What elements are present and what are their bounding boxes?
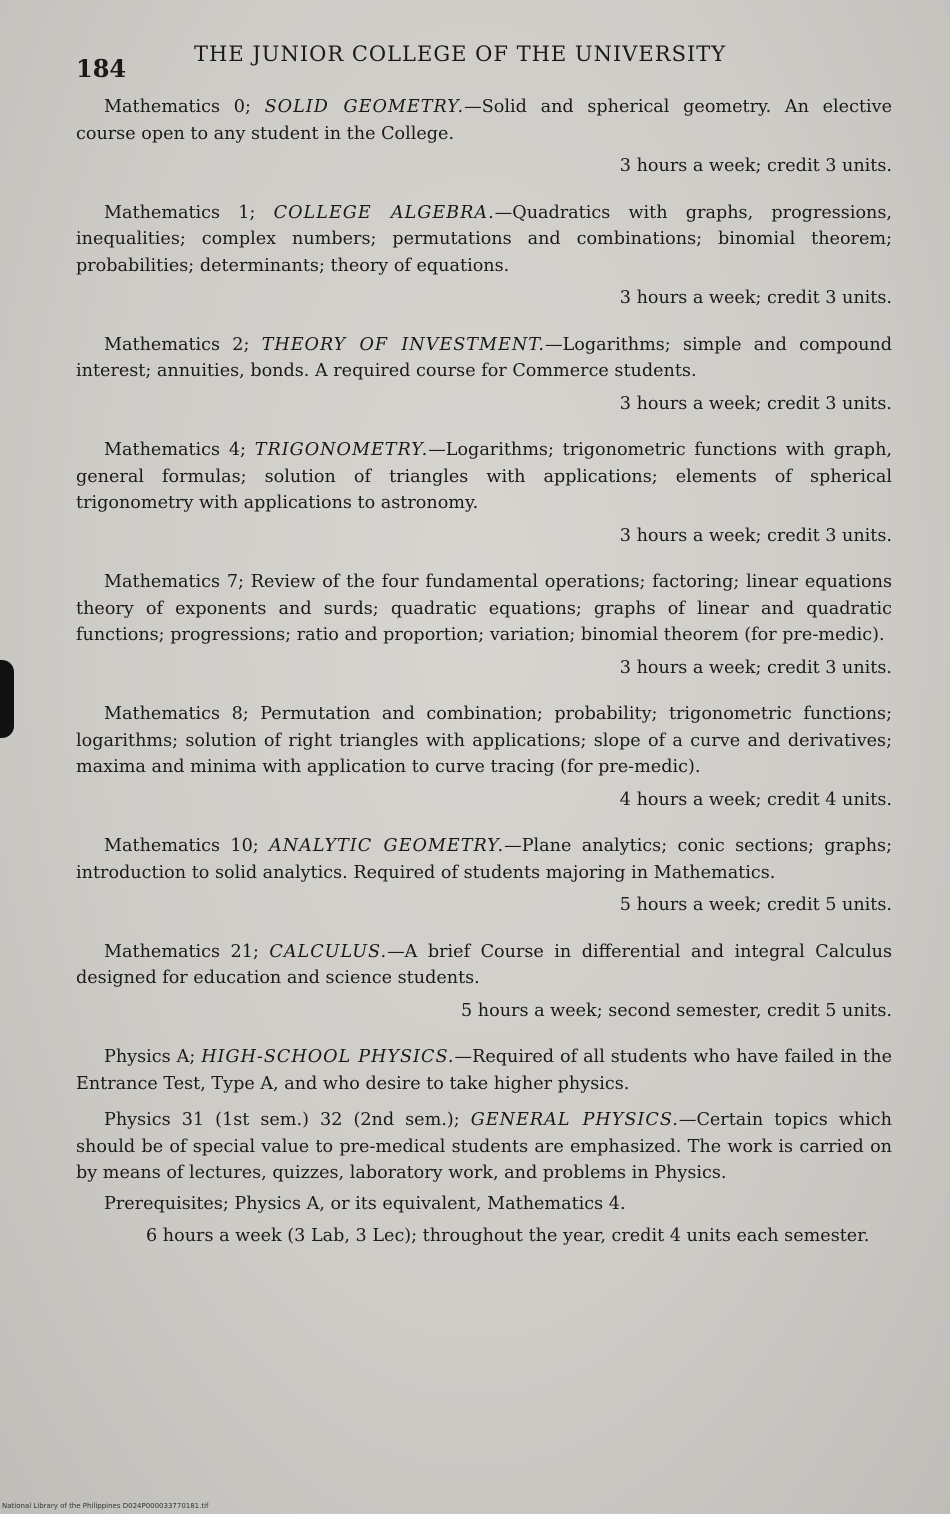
course-description [76,569,892,649]
course-prerequisites: Prerequisites; Physics A, or its equivalent, Mathematics 4. [104,1193,626,1214]
course-hours: 3 hours a week; credit 3 units. [619,393,892,414]
course-text: —Logarithms; simple and compound interest; annuities, bonds. A required course for Commerce students. [76,334,893,381]
course-entry-math-21 [76,939,892,1025]
course-title: GENERAL PHYSICS. [470,1110,679,1130]
course-title: COLLEGE ALGEBRA. [273,202,495,223]
course-hours: 3 hours a week; credit 3 units. [619,156,892,176]
course-description [76,200,892,280]
course-text: —Logarithms; trigonometric functions with graph, general formulas; solution of triangles with applications; elements of spherical trigonometry with applications to astronomy. [76,440,892,513]
course-code: Mathematics 2; [104,334,250,355]
course-hours: 3 hours a week; credit 3 units. [619,288,892,308]
course-entry-math-2 [76,332,892,418]
course-code: Physics A; [104,1047,196,1067]
course-description [76,833,892,886]
course-description [76,701,892,781]
archive-stamp: National Library of the Philippines D024P000033770181.tif [2,1502,209,1510]
course-description [76,332,892,385]
course-entry-math-8 [76,701,892,813]
course-title: HIGH-SCHOOL PHYSICS. [201,1047,455,1067]
course-hours: 3 hours a week; credit 3 units. [619,525,892,546]
course-text: —A brief Course in differential and integral Calculus designed for education and science students. [76,941,892,988]
course-hours: 3 hours a week; credit 3 units. [619,657,892,678]
course-entry-math-4 [76,437,892,549]
course-text: Review of the four fundamental operations; factoring; linear equations theory of exponents and surds; quadratic equations; graphs of linear and quadratic functions; progressions; ratio and proportion; variation; binomial theorem (for pre-medic). [76,572,892,645]
course-code: Mathematics 10; [104,836,259,856]
page-header [76,42,906,83]
course-code: Mathematics 8; [104,704,249,724]
course-title: TRIGONOMETRY. [254,440,429,460]
course-hours: 6 hours a week (3 Lab, 3 Lec); throughout the year, credit 4 units each semester. [146,1226,870,1246]
binding-shadow [0,660,14,738]
course-hours: 4 hours a week; credit 4 units. [619,789,892,810]
course-title: SOLID GEOMETRY. [264,97,465,117]
course-text: —Certain topics which should be of special value to pre-medical students are emphasized. The work is carried on by means of lectures, quizzes, laboratory work, and problems in Physics. [76,1110,892,1183]
course-code: Mathematics 1; [104,202,256,223]
course-text: —Solid and spherical geometry. An elective course open to any student in the College. [76,97,892,144]
course-hours: 5 hours a week; second semester, credit 5 units. [461,1000,892,1021]
course-description [76,1107,892,1187]
course-code: Mathematics 4; [104,440,246,460]
course-text: Permutation and combination; probability; trigonometric functions; logarithms; solution of right triangles with applications; slope of a curve and derivatives; maxima and minima with application to curve tracing (for pre-medic). [76,704,893,777]
course-entry-math-10 [76,833,892,919]
course-description [76,94,892,147]
course-code: Mathematics 21; [104,941,259,962]
course-code: Mathematics 7; [104,572,244,592]
course-hours: 5 hours a week; credit 5 units. [619,895,892,915]
course-title: CALCULUS. [269,941,388,962]
course-description [76,437,892,517]
course-description [76,939,892,992]
course-title: ANALYTIC GEOMETRY. [269,836,505,856]
running-head: THE JUNIOR COLLEGE OF THE UNIVERSITY [194,42,727,66]
course-entry-math-1 [76,200,892,312]
course-text: —Quadratics with graphs, progressions, inequalities; complex numbers; permutations and combinations; binomial theorem; probabilities; determinants; theory of equations. [76,202,892,276]
course-entry-math-0 [76,94,892,180]
page-body [76,94,892,1250]
course-entry-physics-a [76,1044,892,1097]
course-entry-physics-31-32 [76,1107,892,1250]
course-text: —Required of all students who have failed in the Entrance Test, Type A, and who desire to take higher physics. [76,1047,892,1094]
course-text: —Plane analytics; conic sections; graphs; introduction to solid analytics. Required of students majoring in Mathematics. [76,836,892,883]
course-entry-math-7 [76,569,892,681]
course-description [76,1044,892,1097]
course-title: THEORY OF INVESTMENT. [261,334,546,355]
course-code: Physics 31 (1st sem.) 32 (2nd sem.); [104,1110,460,1130]
page-number: 184 [76,54,127,83]
course-code: Mathematics 0; [104,97,251,117]
